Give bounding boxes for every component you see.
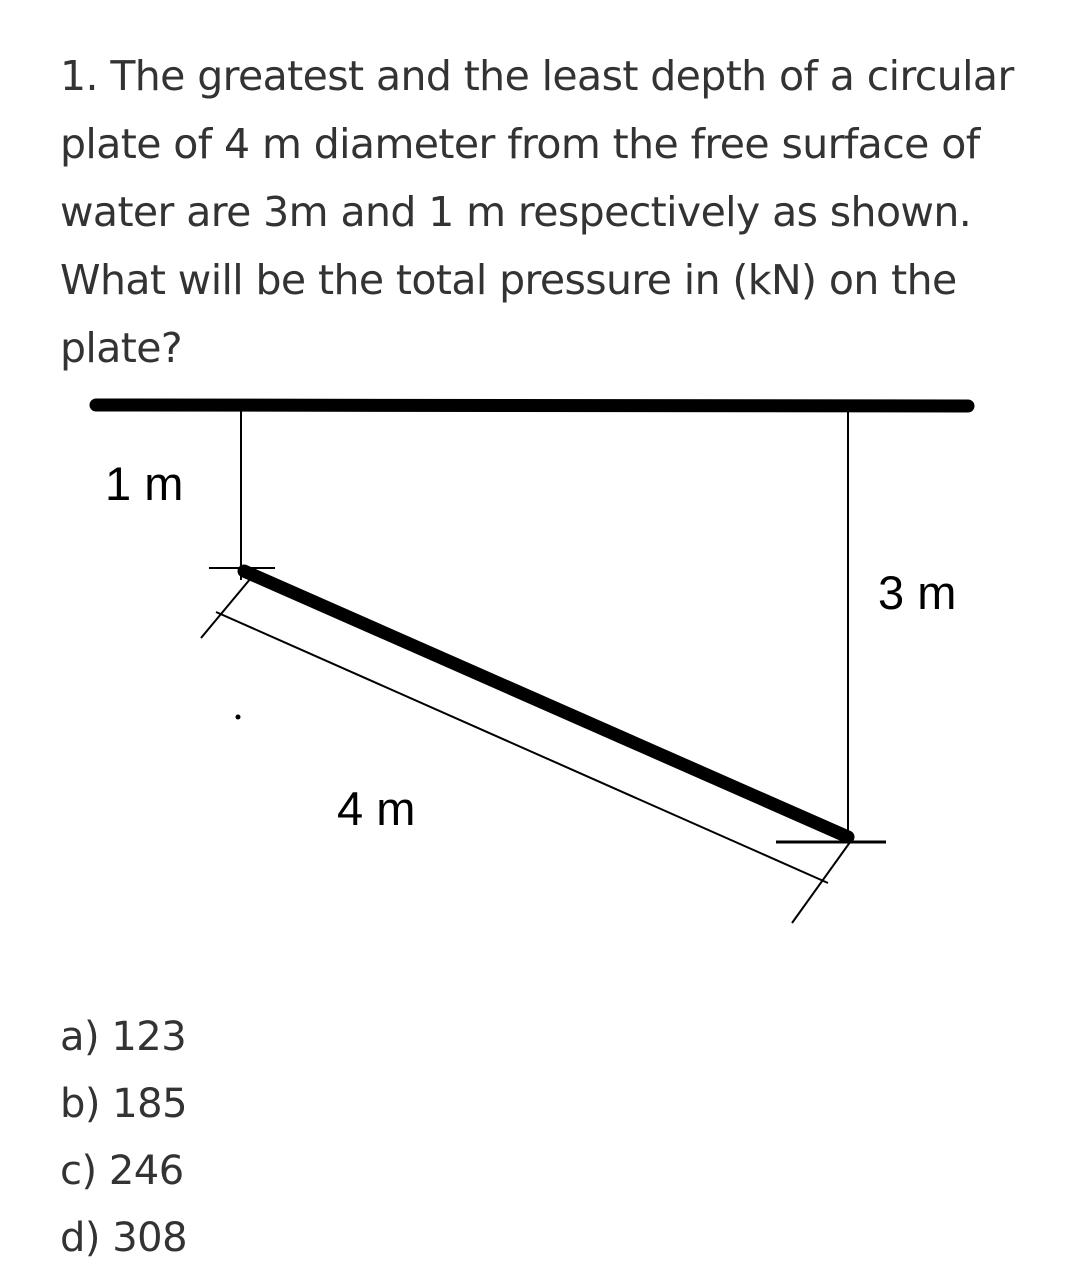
option-d: d) 308 xyxy=(60,1215,188,1261)
question-text: 1. The greatest and the least depth of a circular plate of 4 m diameter from the free surface of water are 3m and 1 m respectively as shown. What will be the total pressure in (kN) on the plate? xyxy=(60,52,1014,372)
option-a: a) 123 xyxy=(60,1014,187,1060)
dimension-extension-right xyxy=(792,838,853,923)
greatest-depth-label: 3 m xyxy=(878,566,957,619)
answer-options xyxy=(60,1004,187,1272)
dimension-extension-left xyxy=(201,572,256,638)
option-b: b) 185 xyxy=(60,1081,188,1127)
circular-plate xyxy=(244,571,848,837)
diameter-label: 4 m xyxy=(337,782,416,835)
diameter-dimension-line xyxy=(216,612,828,883)
stray-dot xyxy=(236,715,241,720)
option-c: c) 246 xyxy=(60,1148,184,1194)
least-depth-label: 1 m xyxy=(105,457,184,510)
water-surface-line xyxy=(96,405,968,406)
